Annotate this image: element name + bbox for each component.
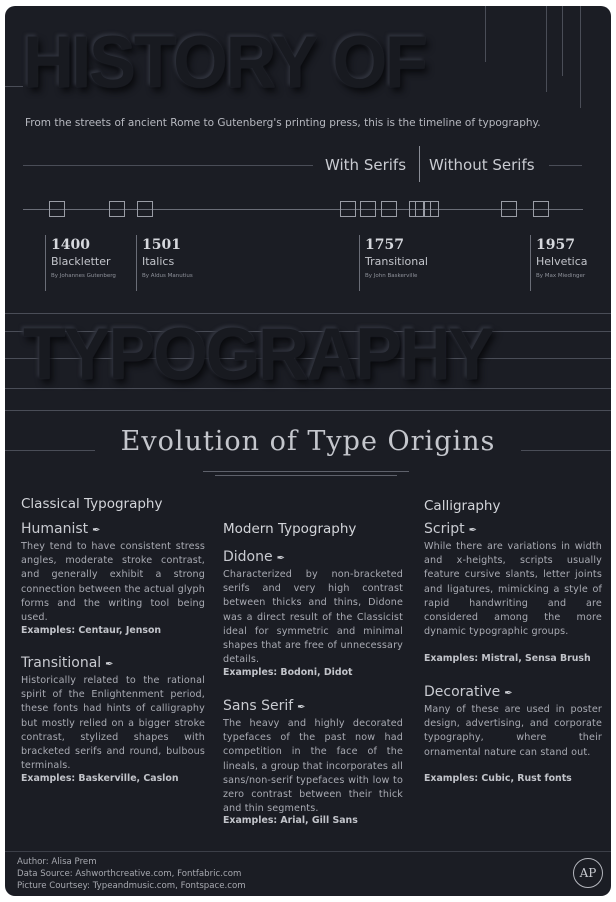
item-examples-sans-serif: Examples: Arial, Gill Sans bbox=[223, 815, 358, 826]
item-examples-decorative: Examples: Cubic, Rust fonts bbox=[424, 773, 572, 784]
timeline-marker bbox=[109, 201, 125, 217]
section-underline bbox=[203, 471, 409, 472]
section-rule-right bbox=[521, 450, 611, 451]
column-heading-classical: Classical Typography bbox=[21, 496, 163, 512]
item-title-sans-serif bbox=[223, 698, 306, 714]
pen-nib-icon: ✒ bbox=[468, 525, 477, 536]
timeline-author: By Max Miedinger bbox=[536, 273, 586, 279]
item-title-text: Sans Serif bbox=[223, 698, 294, 714]
timeline-marker bbox=[501, 201, 517, 217]
with-serifs-label: With Serifs bbox=[325, 156, 407, 174]
section-underline bbox=[215, 475, 397, 476]
footer-divider bbox=[5, 851, 611, 852]
pen-nib-icon: ✒ bbox=[92, 525, 101, 536]
timeline-year: 1501 bbox=[142, 237, 181, 253]
timeline-marker bbox=[381, 201, 397, 217]
timeline-year: 1957 bbox=[536, 237, 575, 253]
item-text-humanist: They tend to have consistent stress angles, moderate stroke contrast, and generally exhibit a strong connection between the actual glyph forms and the writing tool being used. bbox=[21, 541, 205, 624]
timeline-marker bbox=[360, 201, 376, 217]
timeline-marker bbox=[49, 201, 65, 217]
timeline-entry-1400 bbox=[45, 235, 116, 291]
timeline-marker bbox=[423, 201, 439, 217]
author-logo: AP bbox=[573, 858, 603, 888]
item-text-transitional: Historically related to the rational spirit of the Enlightenment period, these fonts had hints of calligraphy but mostly relied on a bigger stroke contrast, stylized shapes with bracketed serifs and round, bulbous terminals. bbox=[21, 675, 205, 772]
item-examples-humanist: Examples: Centaur, Jenson bbox=[21, 625, 162, 636]
item-title-text: Transitional bbox=[21, 655, 102, 671]
item-text-decorative: Many of these are used in poster design, advertising, and corporate typography, where their ornamental nature can stand out. bbox=[424, 704, 602, 758]
item-title-decorative bbox=[424, 684, 513, 700]
without-serifs-label: Without Serifs bbox=[429, 156, 535, 174]
section-title: Evolution of Type Origins bbox=[120, 426, 496, 457]
decor-line bbox=[485, 6, 486, 62]
timeline-entry-1757 bbox=[359, 235, 428, 291]
item-title-text: Script bbox=[424, 521, 465, 537]
poster bbox=[5, 6, 611, 896]
title-line-2: TYPOGRAPHY bbox=[23, 313, 494, 395]
pen-nib-icon: ✒ bbox=[504, 688, 513, 699]
timeline-name: Blackletter bbox=[51, 255, 111, 268]
decor-line bbox=[562, 6, 563, 76]
footer-picture-courtesy: Picture Courtsey: Typeandmusic.com, Fontspace.com bbox=[17, 881, 246, 891]
timeline-marker bbox=[340, 201, 356, 217]
serif-divider-right bbox=[549, 165, 582, 166]
timeline-axis bbox=[23, 209, 583, 210]
item-examples-transitional: Examples: Baskerville, Caslon bbox=[21, 773, 179, 784]
pen-nib-icon: ✒ bbox=[105, 659, 114, 670]
item-text-didone: Characterized by non-bracketed serifs and very high contrast between thicks and thins, Didone was a direct result of the Classicist ideal for symmetric and minimal shapes that are free of unnecessary details. bbox=[223, 569, 403, 666]
item-examples-script: Examples: Mistral, Sensa Brush bbox=[424, 653, 591, 664]
item-title-transitional bbox=[21, 655, 114, 671]
timeline-name: Helvetica bbox=[536, 255, 588, 268]
serif-separator bbox=[419, 146, 420, 182]
decor-line bbox=[580, 6, 581, 108]
timeline-marker bbox=[137, 201, 153, 217]
decor-line bbox=[5, 410, 611, 411]
item-title-text: Decorative bbox=[424, 684, 501, 700]
timeline-author: By Johannes Gutenberg bbox=[51, 273, 116, 279]
item-examples-didone: Examples: Bodoni, Didot bbox=[223, 667, 353, 678]
timeline-marker bbox=[533, 201, 549, 217]
item-text-script: While there are variations in width and x-heights, scripts usually feature cursive slants, letter joints and ligatures, mimicking a style of rapid handwriting and are considered among the more dynamic typographic groups. bbox=[424, 541, 602, 638]
column-heading-modern: Modern Typography bbox=[223, 521, 357, 537]
timeline-entry-1957 bbox=[530, 235, 588, 291]
timeline-name: Italics bbox=[142, 255, 175, 268]
footer-data-source: Data Source: Ashworthcreative.com, Fontfabric.com bbox=[17, 869, 242, 879]
pen-nib-icon: ✒ bbox=[276, 553, 285, 564]
footer-author: Author: Alisa Prem bbox=[17, 857, 97, 867]
item-title-text: Didone bbox=[223, 549, 273, 565]
title-line-1: HISTORY OF bbox=[23, 21, 426, 103]
timeline-year: 1757 bbox=[365, 237, 404, 253]
decor-line bbox=[5, 86, 23, 87]
item-title-text: Humanist bbox=[21, 521, 89, 537]
timeline-author: By Aldus Manutius bbox=[142, 273, 193, 279]
column-heading-calligraphy: Calligraphy bbox=[424, 498, 501, 514]
item-title-didone bbox=[223, 549, 285, 565]
pen-nib-icon: ✒ bbox=[297, 702, 306, 713]
item-title-script bbox=[424, 521, 477, 537]
item-text-sans-serif: The heavy and highly decorated typefaces of the past now had competition in the face of the lineals, a group that incorporates all sans/non-serif typefaces with low to zero contrast between their thick and thin segments. bbox=[223, 718, 403, 815]
timeline-name: Transitional bbox=[365, 255, 428, 268]
item-title-humanist bbox=[21, 521, 101, 537]
timeline-author: By John Baskerville bbox=[365, 273, 418, 279]
timeline-entry-1501 bbox=[136, 235, 193, 291]
serif-divider-left bbox=[23, 165, 313, 166]
decor-line bbox=[546, 6, 547, 92]
timeline-year: 1400 bbox=[51, 237, 90, 253]
subtitle: From the streets of ancient Rome to Gutenberg's printing press, this is the timeline of typography. bbox=[25, 117, 541, 129]
